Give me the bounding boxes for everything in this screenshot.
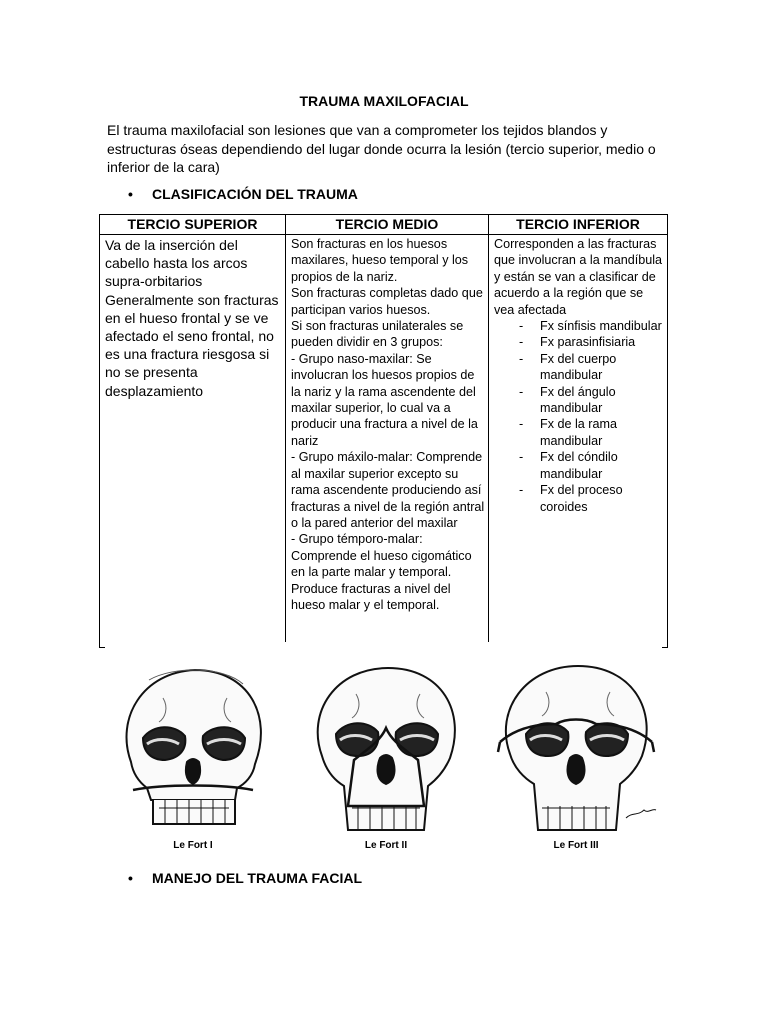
table-column-divider-1 <box>285 214 286 642</box>
cell-paragraph: Si son fracturas unilaterales se pueden dividir en 3 grupos: <box>291 319 464 350</box>
list-item: - Fx parasinfisiaria <box>494 334 666 350</box>
cell-paragraph: Va de la inserción del cabello hasta los arcos supra-orbitarios <box>105 237 248 290</box>
cell-tercio-superior <box>105 236 285 400</box>
caption-le-fort-1: Le Fort I <box>173 840 213 851</box>
table-left-border <box>99 214 100 642</box>
list-item: - Fx del cóndilo mandibular <box>494 449 666 482</box>
table-right-border <box>667 214 668 642</box>
cell-paragraph: Son fracturas completas dado que participan varios huesos. <box>291 286 483 317</box>
bullet-icon: • <box>128 870 133 886</box>
intro-paragraph: El trauma maxilofacial son lesiones que van a comprometer los tejidos blandos y estructuras óseas dependiendo del lugar donde ocurra la lesión (tercio superior, medio o inferior de la cara) <box>107 122 656 175</box>
caption-le-fort-2: Le Fort II <box>364 840 408 851</box>
list-item: - Fx del ángulo mandibular <box>494 384 666 417</box>
table-header-divider <box>99 234 668 235</box>
cell-tercio-medio <box>291 236 485 613</box>
cell-paragraph: Generalmente son fracturas en el hueso frontal y se ve afectado el seno frontal, no es una fractura riesgosa si no se presenta desplazamiento <box>105 291 279 399</box>
header-tercio-inferior: TERCIO INFERIOR <box>516 216 640 232</box>
skull-le-fort-3-illustration <box>486 658 666 838</box>
list-item: - Fx del cuerpo mandibular <box>494 351 666 384</box>
header-tercio-medio: TERCIO MEDIO <box>335 216 439 232</box>
classification-table <box>99 214 668 646</box>
section-heading-label: MANEJO DEL TRAUMA FACIAL <box>152 870 362 886</box>
header-tercio-superior: TERCIO SUPERIOR <box>127 216 258 232</box>
cell-paragraph: Son fracturas en los huesos maxilares, hueso temporal y los propios de la nariz. <box>291 237 469 284</box>
list-item: - Fx del proceso coroides <box>494 482 666 515</box>
table-foot-mark-right <box>662 647 668 648</box>
fracture-list <box>494 318 666 515</box>
table-column-divider-2 <box>488 214 489 642</box>
skull-le-fort-1-illustration <box>103 658 283 838</box>
bullet-icon: • <box>128 186 133 202</box>
table-foot-mark-left <box>99 647 105 648</box>
cell-tercio-inferior <box>494 236 666 515</box>
skull-le-fort-2-illustration <box>296 658 476 838</box>
cell-paragraph: Corresponden a las fracturas que involucran a la mandíbula y están se van a clasificar de acuerdo a la región que se vea afectada <box>494 237 663 317</box>
list-item: - Fx sínfisis mandibular <box>494 318 666 334</box>
list-item: - Fx de la rama mandibular <box>494 416 666 449</box>
le-fort-figure <box>103 658 673 858</box>
section-heading-label: CLASIFICACIÓN DEL TRAUMA <box>152 186 358 202</box>
caption-le-fort-3: Le Fort III <box>553 840 599 851</box>
cell-paragraph: - Grupo naso-maxilar: Se involucran los huesos propios de la nariz y la rama ascendente del maxilar superior, lo cual va a producir una fractura a nivel de la nariz <box>291 351 478 448</box>
cell-paragraph: - Grupo máxilo-malar: Comprende al maxilar superior excepto su rama ascendente produciendo así fracturas a nivel de la región antral o la pared anterior del maxilar <box>291 450 485 530</box>
cell-paragraph: - Grupo témporo-malar: Comprende el hueso cigomático en la parte malar y temporal. Produce fracturas a nivel del hueso malar y el temporal. <box>291 532 472 612</box>
document-title: TRAUMA MAXILOFACIAL <box>299 93 469 109</box>
